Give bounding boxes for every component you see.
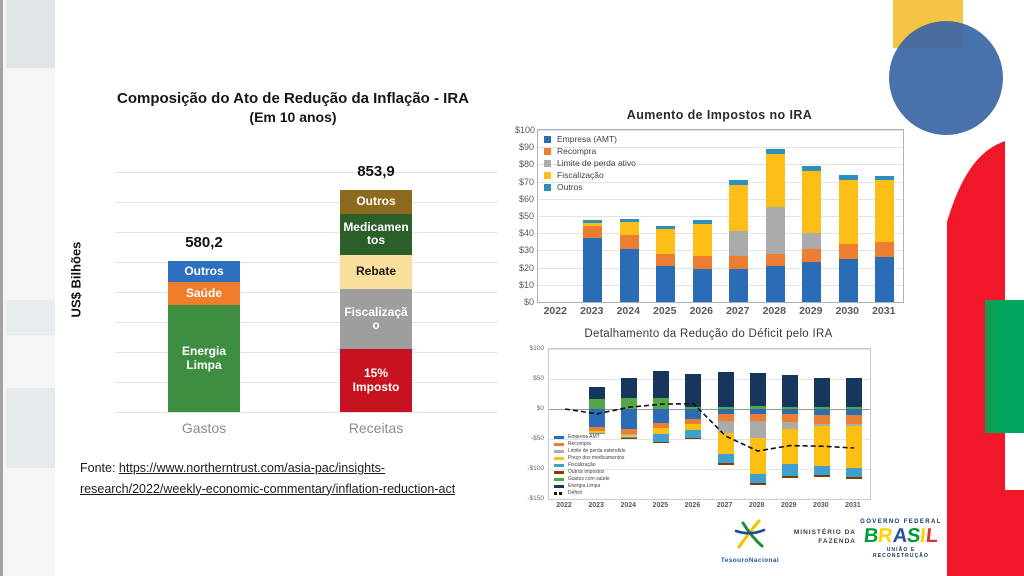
chart-title: Composição do Ato de Redução da Inflação - IRA: [117, 90, 469, 107]
chart-legend: [554, 434, 626, 496]
footer-logos: [700, 515, 950, 570]
bar-segment: [766, 154, 785, 207]
legend-label: Déficit: [568, 490, 582, 496]
x-tick-label: 2023: [580, 305, 604, 317]
legend-swatch: [544, 160, 551, 167]
legend-label: Fiscalização: [557, 170, 604, 180]
bar-segment: [583, 238, 602, 302]
bar-segment: [620, 219, 639, 222]
bar-segment: [583, 220, 602, 223]
x-tick-label: 2031: [845, 502, 861, 509]
legend-label: Fiscalização: [568, 462, 596, 468]
y-tick-label: $100: [529, 345, 544, 352]
bar-segment: [656, 229, 675, 254]
plot-area: [548, 348, 871, 500]
brasil-letter: R: [877, 525, 894, 547]
y-tick-label: $70: [518, 176, 534, 187]
chart-legend: [544, 134, 636, 192]
x-tick-label: 2024: [620, 502, 637, 509]
x-tick-label: 2023: [588, 502, 604, 509]
bar-segment: [766, 207, 785, 253]
x-tick-label: 2027: [726, 305, 750, 317]
bar-category-label: Gastos: [181, 420, 227, 436]
gridline: [115, 232, 498, 233]
bar-segment: [766, 254, 785, 266]
y-tick-label: $0: [523, 297, 534, 307]
gridline: [115, 202, 498, 203]
y-tick-label: $20: [518, 262, 534, 273]
legend-label: Recompra: [557, 146, 597, 156]
deficit-reduction-chart: [515, 328, 1020, 518]
x-tick-label: 2029: [780, 502, 797, 509]
bar-segment: [875, 257, 894, 302]
plot-area: [115, 162, 498, 436]
source-note: [80, 458, 455, 499]
legend-item: [544, 146, 636, 156]
legend-swatch: [544, 136, 551, 143]
bar-segment: [620, 235, 639, 249]
bar-segment: [729, 185, 748, 231]
bar-segment-fiscaliza-o: Fiscalização: [340, 289, 412, 349]
legend-label: Preço dos medicamentos: [568, 455, 625, 461]
x-tick-label: 2029: [799, 305, 823, 317]
legend-item: [554, 483, 626, 489]
bar-segment: [729, 231, 748, 255]
bar-segment: [729, 269, 748, 302]
ministerio-line1: MINISTÉRIO DA: [793, 529, 856, 536]
bar-segment: [656, 266, 675, 302]
legend-item: [544, 158, 636, 168]
x-tick-label: 2030: [813, 502, 829, 509]
legend-item: [554, 441, 626, 447]
x-tick-label: 2022: [543, 305, 567, 317]
brasil-wordmark: [858, 526, 944, 546]
y-tick-label: -$150: [527, 495, 544, 502]
tesouro-wordmark: TesouroNacional: [720, 557, 780, 564]
stacked-bar: [340, 190, 412, 412]
x-tick-label: 2028: [762, 305, 786, 317]
tax-increase-chart: [515, 108, 913, 323]
bar-segment: [839, 175, 858, 180]
y-tick-label: $40: [518, 228, 534, 239]
y-tick-label: $100: [515, 125, 536, 135]
legend-item: [554, 448, 626, 454]
x-tick-label: 2026: [684, 502, 701, 509]
y-tick-label: $10: [518, 279, 534, 290]
x-tick-label: 2025: [652, 502, 669, 509]
legend-swatch: [554, 450, 564, 453]
ministerio-fazenda-wordmark: [784, 529, 856, 547]
bar-segment: [875, 180, 894, 242]
legend-label: Outros: [557, 182, 583, 192]
legend-swatch: [554, 443, 564, 446]
bar-segment: [583, 223, 602, 226]
bar-segment: [875, 176, 894, 179]
legend-label: Empresa (AMT): [557, 134, 617, 144]
legend-swatch: [554, 492, 564, 495]
bar-segment: [693, 224, 712, 257]
bar-segment-outros: Outros: [168, 261, 240, 282]
brasil-letter: A: [891, 525, 909, 547]
bar-segment: [693, 269, 712, 302]
bar-segment: [839, 259, 858, 302]
gridline: [115, 172, 498, 173]
x-tick-label: 2028: [748, 502, 765, 509]
bar-segment-rebate: Rebate: [340, 255, 412, 290]
bar-segment: [802, 249, 821, 263]
bar-segment: [766, 149, 785, 154]
legend-item: [544, 134, 636, 144]
y-tick-label: $0: [536, 405, 544, 412]
legend-swatch: [554, 457, 564, 460]
legend-item: [554, 469, 626, 475]
legend-label: Recompra: [568, 441, 592, 447]
tesouro-nacional-logo: [710, 517, 790, 564]
source-link[interactable]: https://www.northerntrust.com/asia-pac/insights- research/2022/weekly-economic-commentary/inflation-reduction-act: [80, 461, 456, 496]
bar-segment: [802, 262, 821, 302]
x-tick-label: 2022: [556, 502, 572, 509]
gridline: [538, 130, 903, 131]
bar-segment-sa-de: Saúde: [168, 282, 240, 305]
stacked-bar: [168, 261, 240, 412]
ministerio-line2: FAZENDA: [818, 537, 856, 545]
governo-federal-brasil-logo: [858, 519, 944, 559]
bar-segment-outros: Outros: [340, 190, 412, 214]
chart-subtitle: (Em 10 anos): [249, 109, 337, 125]
legend-swatch: [544, 148, 551, 155]
bar-segment: [875, 242, 894, 257]
bar-segment: [693, 256, 712, 269]
brasil-letter: L: [924, 525, 940, 547]
bar-category-label: Receitas: [348, 420, 404, 436]
x-tick-label: 2025: [653, 305, 677, 317]
legend-swatch: [544, 172, 551, 179]
bar-segment: [620, 222, 639, 235]
bar-segment-medicamentos: Medicamentos: [340, 214, 412, 255]
bar-segment: [729, 180, 748, 185]
legend-label: Energia Limpa: [568, 483, 601, 489]
bar-segment: [766, 266, 785, 302]
y-tick-label: $30: [518, 245, 534, 256]
legend-item: [554, 490, 626, 496]
y-tick-label: -$50: [530, 435, 544, 442]
x-tick-label: 2030: [835, 305, 859, 317]
x-tick-label: 2024: [616, 305, 640, 317]
bar-segment: [620, 249, 639, 302]
legend-swatch: [554, 436, 564, 439]
x-tick-label: 2027: [716, 502, 733, 509]
legend-item: [544, 170, 636, 180]
brasil-letter: B: [862, 525, 880, 547]
bar-segment-15-imposto: 15% Imposto: [340, 349, 412, 412]
bar-total-label: 580,2: [185, 234, 223, 252]
uniao-reconstrucao-label: UNIÃO E RECONSTRUÇÃO: [873, 547, 929, 559]
bar-total-label: 853,9: [357, 162, 395, 180]
bar-segment: [839, 180, 858, 244]
legend-swatch: [554, 471, 564, 474]
source-prefix: Fonte:: [80, 461, 116, 475]
chart-title: Detalhamento da Redução do Déficit pelo IRA: [584, 328, 833, 340]
y-tick-label: $50: [533, 375, 544, 382]
brasil-letter: S: [905, 525, 922, 547]
y-tick-label: -$100: [527, 465, 544, 472]
bar-segment: [802, 233, 821, 248]
tesouro-figure-icon: [729, 517, 771, 551]
x-tick-label: 2031: [872, 305, 896, 317]
brasil-letter: I: [919, 525, 928, 547]
legend-item: [554, 434, 626, 440]
legend-label: Empresa AMT: [568, 434, 600, 440]
legend-item: [544, 182, 636, 192]
legend-label: Limite de perda estendido: [568, 448, 626, 454]
bar-segment-energia-limpa: Energia Limpa: [168, 305, 240, 412]
legend-label: Limite de perda ativo: [557, 158, 636, 168]
plot-area: [537, 129, 904, 303]
legend-item: [554, 476, 626, 482]
legend-swatch: [554, 464, 564, 467]
bar-segment: [583, 226, 602, 238]
legend-swatch: [554, 485, 564, 488]
spending-revenue-chart: [68, 90, 508, 468]
legend-label: Gastos com saúde: [568, 476, 610, 482]
chart-title: Aumento de Impostos no IRA: [626, 108, 813, 122]
bar-segment: [656, 226, 675, 229]
legend-item: [554, 455, 626, 461]
bar-segment: [839, 244, 858, 259]
bar-segment: [802, 166, 821, 171]
bar-segment: [729, 256, 748, 270]
gridline: [115, 412, 498, 413]
bar-segment: [693, 220, 712, 223]
y-tick-label: $60: [518, 193, 534, 204]
legend-swatch: [554, 478, 564, 481]
legend-swatch: [544, 184, 551, 191]
legend-label: Outros impostos: [568, 469, 605, 475]
bar-segment: [802, 171, 821, 233]
y-tick-label: $50: [518, 211, 534, 221]
bar-segment: [656, 254, 675, 266]
governo-federal-label: GOVERNO FEDERAL: [860, 519, 942, 525]
y-axis-label: US$ Bilhões: [68, 241, 84, 318]
y-tick-label: $80: [518, 159, 534, 170]
legend-item: [554, 462, 626, 468]
y-tick-label: $90: [518, 142, 534, 153]
x-tick-label: 2026: [689, 305, 713, 317]
